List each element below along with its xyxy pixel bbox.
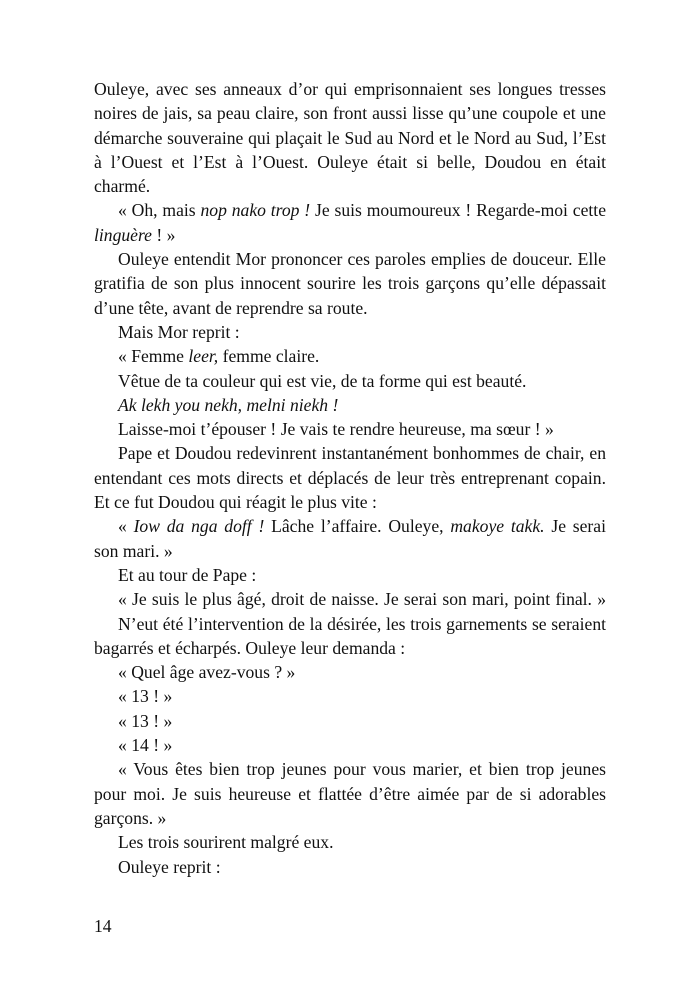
paragraph [94,344,606,368]
paragraph [94,830,606,854]
page-number: 14 [94,916,112,936]
text-run: Laisse-moi t’épouser ! Je vais te rendre heureuse, ma sœur ! » [118,419,554,440]
text-run: « 13 ! » [118,686,173,707]
text-run: « Vous êtes bien trop jeunes pour vous marier, et bien trop jeunes pour moi. Je suis heureuse et flattée d’être aimée par de si adorables garçons. » [94,759,606,828]
paragraph [94,587,606,611]
paragraph [94,393,606,417]
paragraph [94,563,606,587]
text-run: Les trois sourirent malgré eux. [118,832,334,853]
text-run: « Quel âge avez-vous ? » [118,662,296,683]
text-run: Vêtue de ta couleur qui est vie, de ta forme qui est beauté. [118,370,527,391]
text-run: Ouleye reprit : [118,856,221,877]
text-run: Ouleye entendit Mor prononcer ces paroles emplies de douceur. Elle gratifia de son plus innocent sourire les trois garçons qu’elle dépassait d’une tête, avant de reprendre sa route. [94,249,606,318]
paragraph [94,757,606,830]
text-run: « 13 ! » [118,710,173,731]
italic-text: nop nako trop ! [200,200,311,221]
paragraph [94,247,606,320]
text-run: Et au tour de Pape : [118,564,257,585]
italic-text: Ak lekh you nekh, melni niekh ! [118,394,339,415]
italic-text: leer, [188,346,219,367]
paragraph [94,709,606,733]
paragraph [94,441,606,514]
text-run: Lâche l’affaire. Ouleye, [264,516,451,537]
paragraph [94,198,606,247]
text-run: « Femme [118,346,189,367]
paragraph [94,417,606,441]
text-run: Mais Mor reprit : [118,321,240,342]
paragraph [94,514,606,563]
text-run: « Je suis le plus âgé, droit de naisse. Je serai son mari, point final. » [118,589,606,610]
paragraph [94,320,606,344]
paragraph [94,612,606,661]
italic-text: Iow da nga doff ! [133,516,265,537]
paragraph [94,369,606,393]
text-run: Je suis moumoureux ! Regarde-moi cette [310,200,607,221]
text-run: « Oh, mais [118,200,201,221]
body-text [94,77,606,879]
paragraph [94,684,606,708]
text-run: « 14 ! » [118,735,173,756]
text-run: Ouleye, avec ses anneaux d’or qui emprisonnaient ses longues tresses noires de jais, sa peau claire, son front aussi lisse qu’une coupole et une démarche souveraine qui plaçait le Sud au Nord et le Nord au Sud, l’Est à l’Ouest et l’Est à l’Ouest. Ouleye était si belle, Doudou en était charmé. [94,79,606,197]
paragraph [94,660,606,684]
paragraph [94,733,606,757]
italic-text: makoye takk. [450,516,545,537]
paragraph [94,855,606,879]
paragraph [94,77,606,198]
text-run: N’eut été l’intervention de la désirée, les trois garnements se seraient bagarrés et écharpés. Ouleye leur demanda : [94,613,606,658]
text-run: Je serai son mari. » [94,516,606,561]
italic-text: linguère [94,224,152,245]
text-run: femme claire. [218,346,320,367]
text-run: Pape et Doudou redevinrent instantanément bonhommes de chair, en entendant ces mots directs et déplacés de leur très entreprenant copain. Et ce fut Doudou qui réagit le plus vite : [94,443,606,513]
text-run: ! » [151,224,176,245]
text-run: « [118,516,134,537]
